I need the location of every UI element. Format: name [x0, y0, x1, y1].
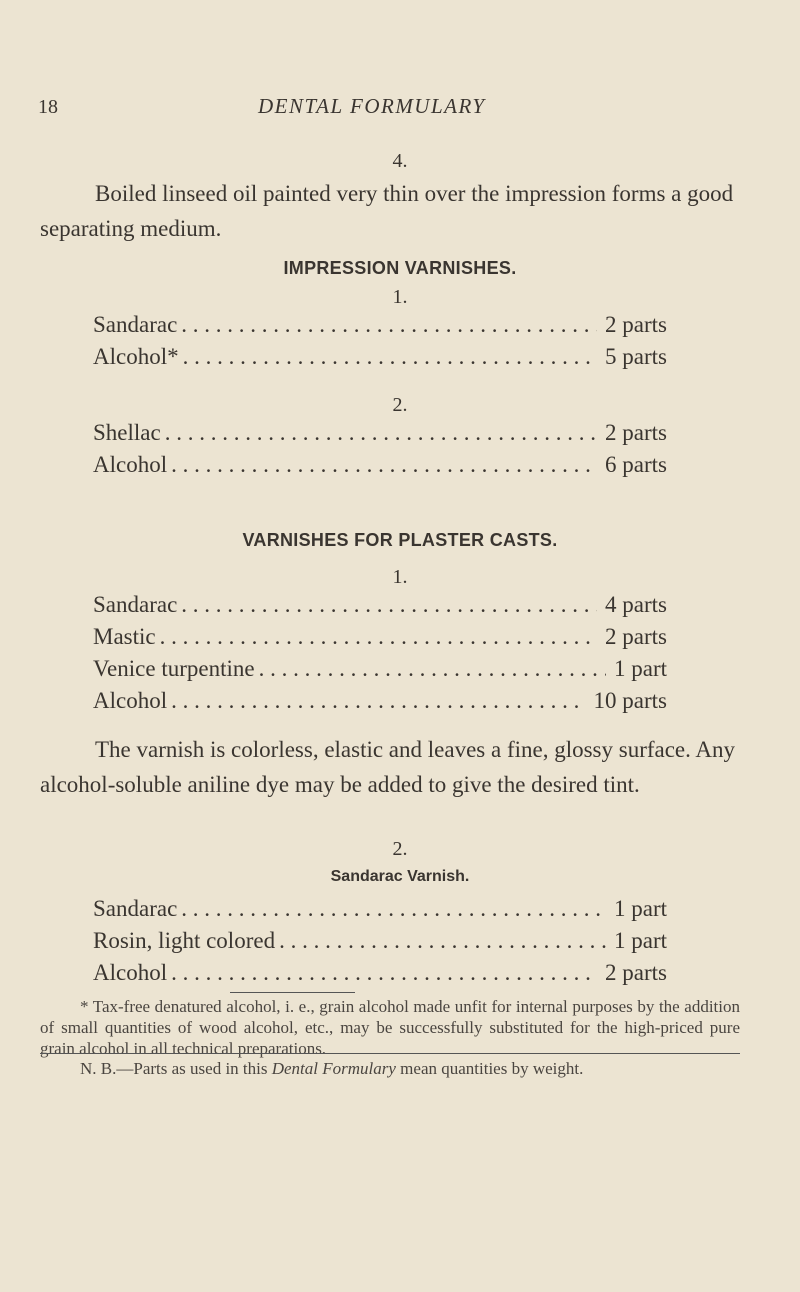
- formula-row: [93, 592, 667, 624]
- ingredient-quantity: 2 parts: [605, 960, 667, 985]
- impression-varnishes-heading: IMPRESSION VARNISHES.: [283, 258, 517, 278]
- footnote-rule: [230, 992, 355, 993]
- leader-dots: [171, 688, 585, 714]
- plaster-formula-2-number: 2.: [392, 838, 408, 860]
- leader-dots: [171, 452, 597, 478]
- leader-dots: [181, 312, 597, 338]
- sandarac-varnish-subheading: Sandarac Varnish.: [330, 868, 470, 885]
- ingredient-name: Alcohol: [93, 960, 168, 985]
- ingredient-name: Rosin, light colored: [93, 928, 276, 953]
- ingredient-quantity: 5 parts: [605, 344, 667, 369]
- formula-row: [93, 960, 667, 992]
- formula-row: [93, 896, 667, 928]
- ingredient-quantity: 2 parts: [605, 624, 667, 649]
- ingredient-name: Sandarac: [93, 592, 178, 617]
- ingredient-name: Sandarac: [93, 312, 178, 337]
- plaster-formula-1-number: 1.: [392, 566, 408, 588]
- section-4-text: Boiled linseed oil painted very thin over the impression forms a good separating medium.: [40, 181, 734, 241]
- formula-row: [93, 688, 667, 720]
- nota-bene-prefix: N. B.—Parts as used in this: [80, 1059, 272, 1078]
- impression-formula-2-number: 2.: [392, 394, 408, 416]
- leader-dots: [181, 896, 606, 922]
- ingredient-name: Alcohol: [93, 688, 168, 713]
- ingredient-name: Alcohol*: [93, 344, 179, 369]
- leader-dots: [279, 928, 606, 954]
- formula-row: [93, 656, 667, 688]
- nota-bene-title: Dental Formulary: [271, 1059, 396, 1078]
- ingredient-quantity: 6 parts: [605, 452, 667, 477]
- ingredient-quantity: 4 parts: [605, 592, 667, 617]
- ingredient-quantity: 2 parts: [605, 420, 667, 445]
- leader-dots: [160, 624, 597, 650]
- ingredient-quantity: 2 parts: [605, 312, 667, 337]
- leader-dots: [181, 592, 597, 618]
- formula-row: [93, 312, 667, 344]
- ingredient-quantity: 1 part: [613, 928, 667, 953]
- plaster-varnishes-heading: VARNISHES FOR PLASTER CASTS.: [242, 530, 558, 550]
- formula-row: [93, 928, 667, 960]
- leader-dots: [165, 420, 597, 446]
- leader-dots: [183, 344, 597, 370]
- page-number: 18: [38, 96, 58, 118]
- section-number-4: 4.: [392, 150, 408, 172]
- nota-bene-suffix: mean quantities by weight.: [395, 1059, 584, 1078]
- ingredient-quantity: 1 part: [613, 656, 667, 681]
- running-title: DENTAL FORMULARY: [258, 94, 486, 118]
- plaster-formula-1-note: The varnish is colorless, elastic and leaves a fine, glossy surface. Any alcohol-soluble aniline dye may be added to give the desired tint.: [40, 737, 735, 797]
- leader-dots: [259, 656, 606, 682]
- ingredient-quantity: 10 parts: [593, 688, 667, 713]
- formula-row: [93, 344, 667, 376]
- formula-row: [93, 452, 667, 484]
- alcohol-footnote: * Tax-free denatured alcohol, i. e., grain alcohol made unfit for internal purposes by the addition of small quantities of wood alcohol, etc., may be successfully substituted for the high-priced pure grain alcohol in all technical preparations.: [40, 997, 740, 1058]
- formula-row: [93, 624, 667, 656]
- ingredient-name: Shellac: [93, 420, 161, 445]
- ingredient-quantity: 1 part: [613, 896, 667, 921]
- ingredient-name: Sandarac: [93, 896, 178, 921]
- impression-formula-1-number: 1.: [392, 286, 408, 308]
- ingredient-name: Alcohol: [93, 452, 168, 477]
- nota-bene: [40, 1058, 740, 1079]
- ingredient-name: Venice turpentine: [93, 656, 255, 681]
- formula-row: [93, 420, 667, 452]
- ingredient-name: Mastic: [93, 624, 156, 649]
- leader-dots: [171, 960, 597, 986]
- page-bottom-rule: [40, 1053, 740, 1054]
